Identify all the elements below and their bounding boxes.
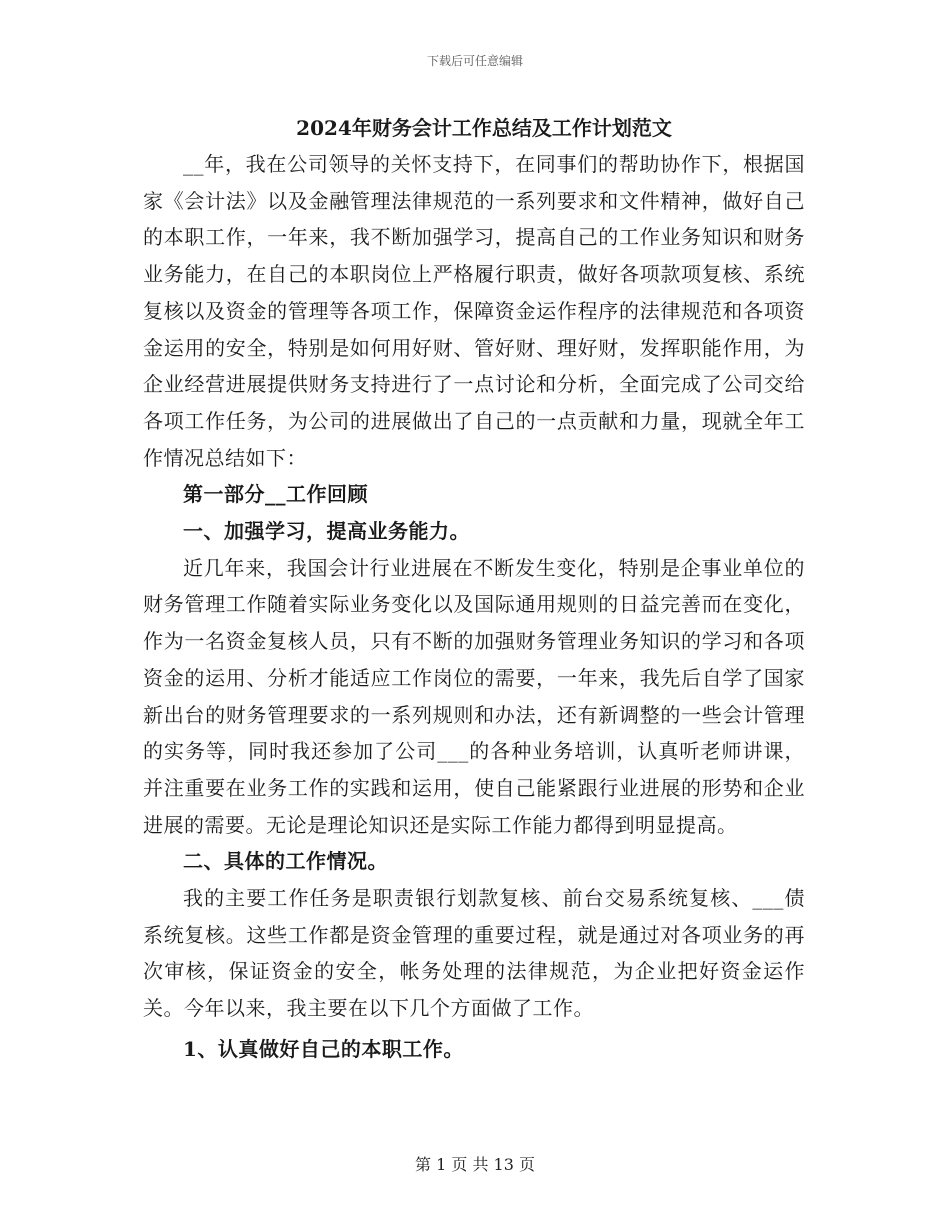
section1-heading: 一、加强学习，提高业务能力。: [183, 519, 470, 544]
page-number: 第 1 页 共 13 页: [415, 1155, 535, 1174]
subsection1-heading: 1、认真做好自己的本职工作。: [183, 1036, 464, 1061]
page-header-note: 下载后可任意编辑: [426, 54, 523, 68]
document-title: 2024年财务会计工作总结及工作计划范文: [296, 116, 672, 140]
section2-heading: 二、具体的工作情况。: [183, 849, 388, 874]
section1-paragraph: 近几年来，我国会计行业进展在不断发生变化，特别是企事业单位的财务管理工作随着实际业务变化以及国际通用规则的日益完善而在变化，作为一名资金复核人员，只有不断的加强财务管理业务知识的学习和各项资金的运用、分析才能适应工作岗位的需要，一年来，我先后自学了国家新出台的财务管理要求的一系列规则和办法，还有新调整的一些会计管理的实务等，同时我还参加了公司___的各种业务培训，认真听老师讲课，并注重要在业务工作的实践和运用，使自己能紧跟行业进展的形势和企业进展的需要。无论是理论知识还是实际工作能力都得到明显提高。: [143, 555, 805, 837]
part1-heading: 第一部分__工作回顾: [183, 482, 368, 507]
section2-paragraph: 我的主要工作任务是职责银行划款复核、前台交易系统复核、___债系统复核。这些工作都是资金管理的重要过程，就是通过对各项业务的再次审核，保证资金的安全，帐务处理的法律规范，为企业把好资金运作关。今年以来，我主要在以下几个方面做了工作。: [143, 886, 805, 1021]
document-body: [143, 112, 805, 1068]
intro-paragraph: __年，我在公司领导的关怀支持下，在同事们的帮助协作下，根据国家《会计法》以及金融管理法律规范的一系列要求和文件精神，做好自己的本职工作，一年来，我不断加强学习，提高自己的工作业务知识和财务业务能力，在自己的本职岗位上严格履行职责，做好各项款项复核、系统复核以及资金的管理等各项工作，保障资金运作程序的法律规范和各项资金运用的安全，特别是如何用好财、管好财、理好财，发挥职能作用，为企业经营进展提供财务支持进行了一点讨论和分析，全面完成了公司交给各项工作任务，为公司的进展做出了自己的一点贡献和力量，现就全年工作情况总结如下：: [143, 152, 805, 470]
